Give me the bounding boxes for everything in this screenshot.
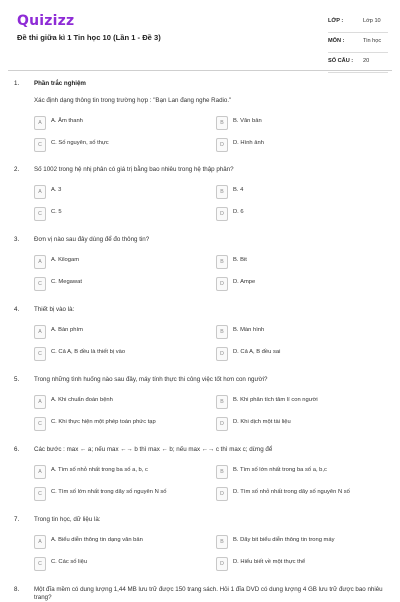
option-a[interactable] <box>34 325 184 339</box>
option-text: A. 3 <box>51 187 62 193</box>
option-text: C. 5 <box>51 209 62 215</box>
option-letter-badge: B <box>216 255 228 269</box>
option-text: A. Tìm số nhỏ nhất trong ba số a, b, c <box>51 467 148 473</box>
meta-value: 20 <box>363 58 370 64</box>
question-number: 2. <box>14 166 20 173</box>
question-text: Trong những tình huống nào sau đây, máy tính thực thi công việc tốt hơn con người? <box>34 376 268 383</box>
question-number: 8. <box>14 586 20 593</box>
option-text: C. Cả A, B đều là thiết bị vào <box>51 349 126 355</box>
option-text: C. Tìm số lớn nhất trong dãy số nguyên N số <box>51 489 167 495</box>
option-b[interactable] <box>216 116 366 130</box>
option-letter-badge: A <box>34 465 46 479</box>
question-1 <box>0 80 400 150</box>
option-text: B. Dãy bit biểu diễn thông tin trong máy <box>233 537 335 543</box>
option-c[interactable] <box>34 138 184 152</box>
option-letter-badge: A <box>34 395 46 409</box>
option-a[interactable] <box>34 395 184 409</box>
option-letter-badge: A <box>34 185 46 199</box>
quizizz-logo: Quizizz <box>17 13 75 29</box>
meta-key: MÔN : <box>328 38 345 44</box>
option-letter-badge: A <box>34 116 46 130</box>
option-letter-badge: B <box>216 465 228 479</box>
question-number: 3. <box>14 236 20 243</box>
meta-key: SỐ CÂU : <box>328 58 354 64</box>
option-letter-badge: C <box>34 417 46 431</box>
question-number: 1. <box>14 80 20 87</box>
option-d[interactable] <box>216 347 366 361</box>
option-c[interactable] <box>34 417 184 431</box>
option-b[interactable] <box>216 325 366 339</box>
option-text: B. Khi phân tích tâm lí con người <box>233 397 318 403</box>
option-letter-badge: B <box>216 395 228 409</box>
question-number: 6. <box>14 446 20 453</box>
option-letter-badge: C <box>34 347 46 361</box>
option-text: B. 4 <box>233 187 244 193</box>
meta-value: Lớp 10 <box>363 18 381 24</box>
option-text: C. Số nguyên, số thực <box>51 140 109 146</box>
option-c[interactable] <box>34 207 184 221</box>
header-divider <box>8 70 392 71</box>
option-letter-badge: D <box>216 207 228 221</box>
option-letter-badge: B <box>216 535 228 549</box>
option-letter-badge: C <box>34 557 46 571</box>
question-number: 4. <box>14 306 20 313</box>
section-heading: Phần trắc nghiệm <box>34 80 86 87</box>
option-a[interactable] <box>34 116 184 130</box>
option-letter-badge: D <box>216 417 228 431</box>
question-7 <box>0 516 400 586</box>
option-a[interactable] <box>34 465 184 479</box>
option-text: A. Kilogam <box>51 257 80 263</box>
option-text: D. 6 <box>233 209 244 215</box>
option-b[interactable] <box>216 185 366 199</box>
option-letter-badge: D <box>216 557 228 571</box>
question-number: 5. <box>14 376 20 383</box>
meta-row-class <box>328 13 388 33</box>
option-d[interactable] <box>216 138 366 152</box>
option-text: C. Megawat <box>51 279 82 285</box>
option-letter-badge: D <box>216 487 228 501</box>
option-text: B. Văn bản <box>233 118 262 124</box>
option-text: C. Các số liệu <box>51 559 88 565</box>
question-number: 7. <box>14 516 20 523</box>
option-d[interactable] <box>216 557 366 571</box>
option-text: A. Khi chuẩn đoán bệnh <box>51 397 113 403</box>
option-text: C. Khi thực hiện một phép toán phức tạp <box>51 419 156 425</box>
option-letter-badge: D <box>216 277 228 291</box>
option-letter-badge: B <box>216 185 228 199</box>
option-a[interactable] <box>34 185 184 199</box>
option-text: D. Ampe <box>233 279 256 285</box>
question-text: Xác định dạng thông tin trong trường hợp : "Bạn Lan đang nghe Radio." <box>34 97 232 104</box>
option-a[interactable] <box>34 535 184 549</box>
option-b[interactable] <box>216 535 366 549</box>
question-text: Số 1002 trong hệ nhị phân có giá trị bằng bao nhiêu trong hệ thập phân? <box>34 166 234 173</box>
option-text: A. Âm thanh <box>51 118 83 124</box>
option-c[interactable] <box>34 557 184 571</box>
option-c[interactable] <box>34 277 184 291</box>
option-letter-badge: D <box>216 347 228 361</box>
option-letter-badge: A <box>34 535 46 549</box>
option-b[interactable] <box>216 465 366 479</box>
question-text: Một đĩa mềm có dung lượng 1,44 MB lưu trữ được 150 trang sách. Hỏi 1 đĩa DVD có dung lượng 4 GB lưu trữ được bao nhiêu trang? <box>34 586 383 601</box>
question-4 <box>0 306 400 376</box>
option-b[interactable] <box>216 395 366 409</box>
option-a[interactable] <box>34 255 184 269</box>
option-c[interactable] <box>34 347 184 361</box>
option-letter-badge: C <box>34 487 46 501</box>
question-3 <box>0 236 400 306</box>
meta-value: Tin học <box>363 38 382 44</box>
page-title: Đề thi giữa kì 1 Tin học 10 (Lần 1 - Đề 3) <box>17 33 161 42</box>
option-text: B. Màn hình <box>233 327 265 333</box>
question-text: Trong tin học, dữ liệu là: <box>34 516 101 523</box>
option-text: D. Hiểu biết về một thực thể <box>233 559 306 565</box>
option-text: D. Khi dịch một tài liệu <box>233 419 291 425</box>
option-text: A. Biểu diễn thông tin dạng văn bản <box>51 537 143 543</box>
option-letter-badge: D <box>216 138 228 152</box>
option-text: B. Tìm số lớn nhất trong ba số a, b,c <box>233 467 327 473</box>
option-text: B. Bit <box>233 257 247 263</box>
meta-table <box>328 13 388 73</box>
option-text: D. Cả A, B đều sai <box>233 349 281 355</box>
question-text: Thiết bị vào là: <box>34 306 75 313</box>
option-text: D. Tìm số nhỏ nhất trong dãy số nguyên N số <box>233 489 350 495</box>
option-text: D. Hình ảnh <box>233 140 264 146</box>
option-d[interactable] <box>216 487 366 501</box>
option-b[interactable] <box>216 255 366 269</box>
worksheet-header <box>0 0 400 66</box>
option-letter-badge: B <box>216 325 228 339</box>
question-text: Đơn vị nào sau đây dùng để đo thông tin? <box>34 236 150 243</box>
question-6 <box>0 446 400 516</box>
option-d[interactable] <box>216 417 366 431</box>
option-letter-badge: C <box>34 138 46 152</box>
meta-row-subject <box>328 33 388 53</box>
question-8 <box>0 586 400 600</box>
question-text: Các bước : max ← a; nếu max ←→ b thì max ← b; nếu max ←→ c thì max c; dừng để <box>34 446 273 453</box>
option-c[interactable] <box>34 487 184 501</box>
option-text: A. Bàn phím <box>51 327 83 333</box>
option-letter-badge: C <box>34 207 46 221</box>
question-2 <box>0 166 400 236</box>
option-letter-badge: C <box>34 277 46 291</box>
option-d[interactable] <box>216 277 366 291</box>
option-letter-badge: A <box>34 255 46 269</box>
option-d[interactable] <box>216 207 366 221</box>
option-letter-badge: B <box>216 116 228 130</box>
meta-key: LỚP : <box>328 18 344 24</box>
option-letter-badge: A <box>34 325 46 339</box>
question-5 <box>0 376 400 446</box>
